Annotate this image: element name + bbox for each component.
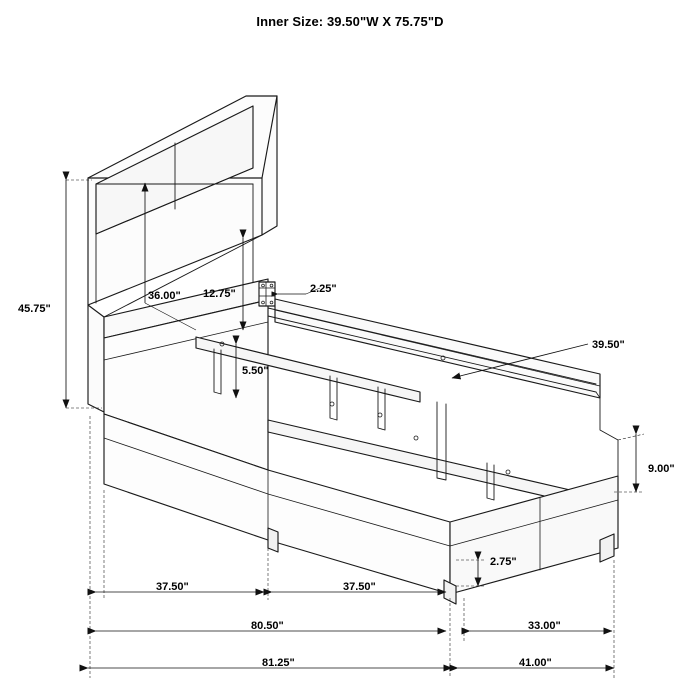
- dimension-label-segment-mid: 37.50": [343, 581, 376, 593]
- dimension-label-span-right: 33.00": [528, 620, 561, 632]
- dimension-label-inner-width: 39.50": [592, 339, 625, 351]
- dimension-label-rail-thickness: 2.25": [310, 283, 337, 295]
- dimension-label-deck-height: 9.00": [648, 463, 675, 475]
- dimension-label-overall-depth: 41.00": [519, 657, 552, 669]
- dimension-label-slat-clearance: 5.50": [242, 365, 269, 377]
- dimension-label-headboard-panel-height: 12.75": [203, 288, 236, 300]
- dimension-label-segment-left: 37.50": [156, 581, 189, 593]
- dimension-label-overall-height: 45.75": [18, 303, 51, 315]
- page-title: Inner Size: 39.50"W X 75.75"D: [256, 14, 444, 29]
- dimension-label-headboard-height: 36.00": [148, 290, 181, 302]
- dimension-label-span-inner: 80.50": [251, 620, 284, 632]
- dimension-label-overall-length: 81.25": [262, 657, 295, 669]
- dimension-label-leg-height: 2.75": [490, 556, 517, 568]
